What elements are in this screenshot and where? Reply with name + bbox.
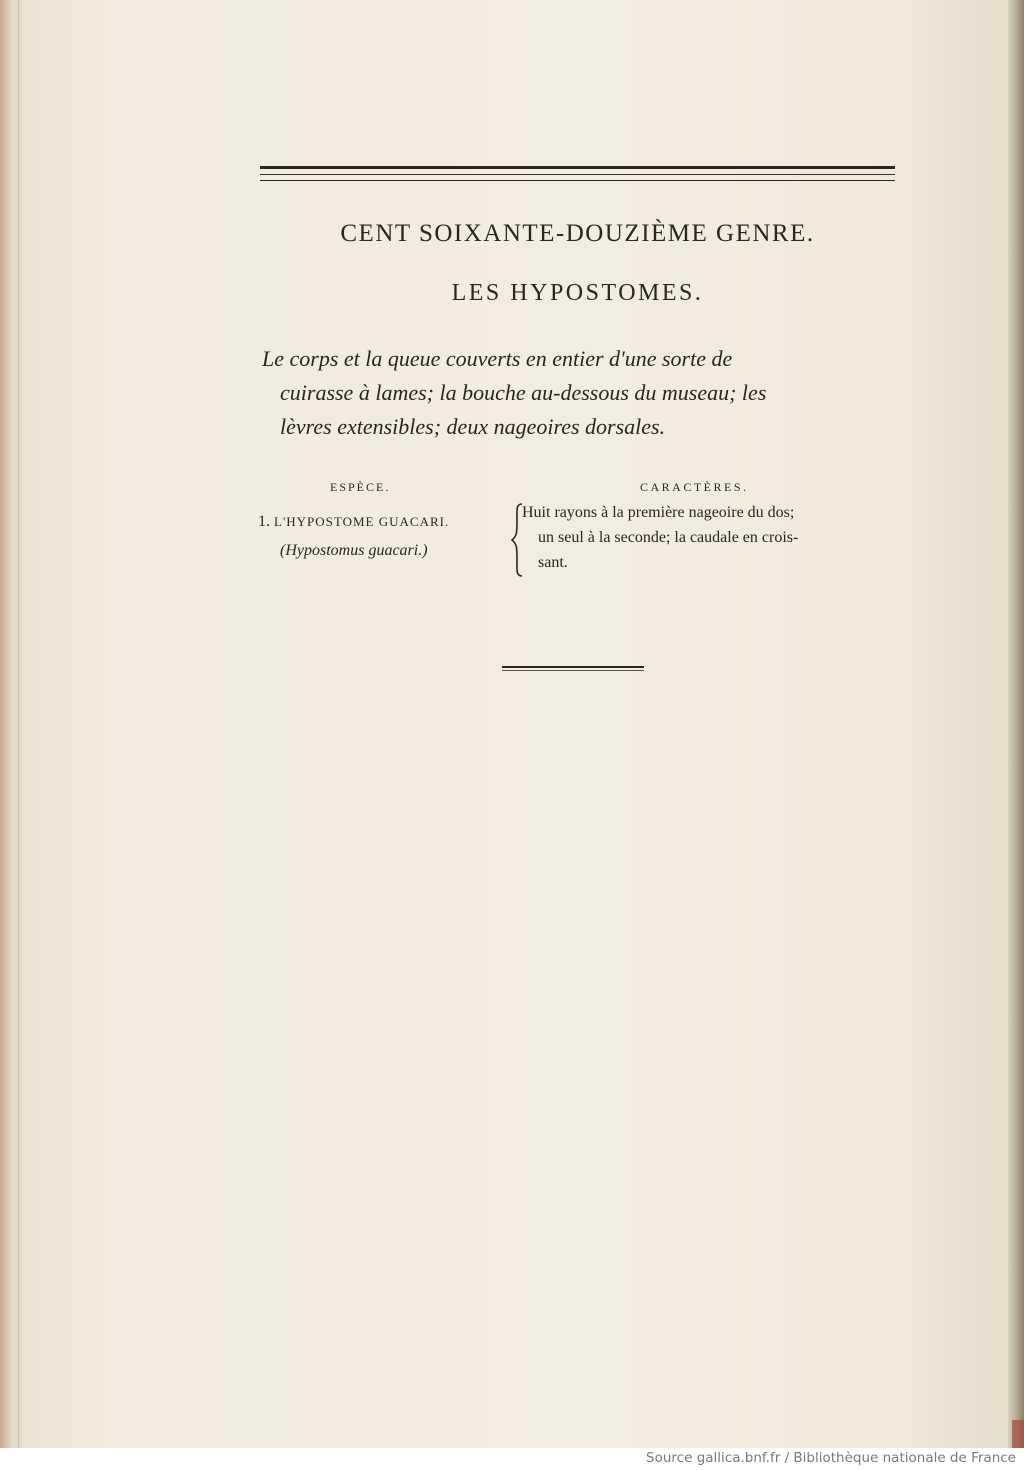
table-header-species: ESPÈCE. (330, 480, 391, 494)
table-header-characters: CARACTÈRES. (640, 480, 749, 494)
header-rule-middle (260, 174, 895, 175)
characters-line: sant. (538, 554, 568, 571)
page-edge-left-line (18, 0, 19, 1448)
section-end-rule-thin (502, 670, 644, 671)
book-page (22, 0, 1012, 1448)
characters-line: Huit rayons à la première nageoire du dos; (522, 504, 795, 521)
header-rule-thick (260, 166, 895, 169)
book-gutter-right (1008, 0, 1024, 1448)
header-rule-thin (260, 180, 895, 181)
section-end-rule (502, 666, 644, 668)
description-line: cuirasse à lames; la bouche au-dessous du museau; les (280, 380, 767, 405)
source-credit: Source gallica.bnf.fr / Bibliothèque nationale de France (646, 1450, 1016, 1466)
species-name: L'HYPOSTOME GUACARI. (274, 514, 450, 529)
page-edge-left (0, 0, 14, 1448)
species-number: 1. (258, 513, 270, 530)
description-line: Le corps et la queue couverts en entier d'une sorte de (262, 346, 733, 371)
species-latin-name: (Hypostomus guacari.) (280, 542, 428, 559)
binding-mark (1012, 1420, 1024, 1448)
species-characters (522, 500, 902, 575)
species-entry (258, 513, 449, 531)
genus-title: LES HYPOSTOMES. (451, 280, 704, 306)
description-line: lèvres extensibles; deux nageoires dorsales. (280, 414, 666, 439)
characters-line: un seul à la seconde; la caudale en crois- (538, 529, 799, 546)
genus-description (262, 342, 902, 444)
genre-title: CENT SOIXANTE-DOUZIÈME GENRE. (340, 220, 815, 247)
